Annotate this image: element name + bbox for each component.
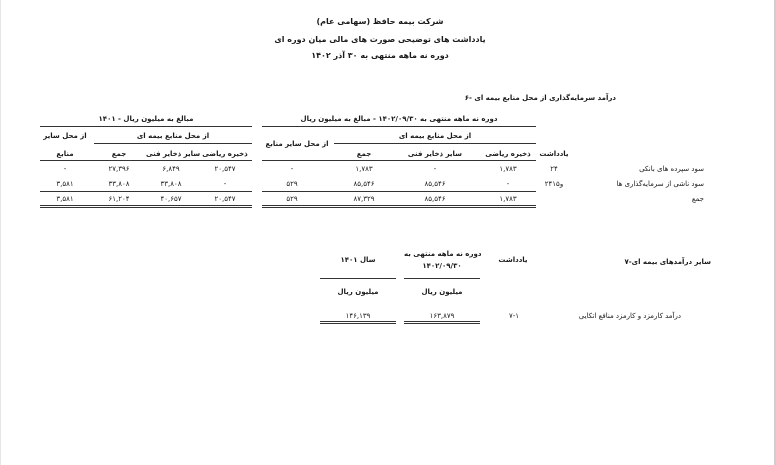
note7-current-unit: میلیون ریال xyxy=(421,288,463,296)
note6-total-label: جمع xyxy=(691,195,704,203)
note6-row2-label: سود ناشی از سرمایه‌گذاری ها xyxy=(616,180,704,188)
note6-note-header: یادداشت xyxy=(539,150,569,158)
table-cell: ۱,۷۸۳ xyxy=(355,165,373,173)
note6-current-insurance-group: از محل منابع بیمه ای xyxy=(398,132,472,140)
note7-current-header-1: دوره نه ماهه منتهی به xyxy=(404,250,482,258)
note7-prior-total-double-rule xyxy=(320,321,396,324)
note6-prior-subtotal-rule xyxy=(40,191,252,192)
document-period: دوره نه ماهه منتهی به ۳۰ آذر ۱۴۰۲ xyxy=(311,51,449,60)
note7-current-header-2: ۱۴۰۲/۰۹/۳۰ xyxy=(422,262,462,270)
note7-note-header: یادداشت xyxy=(498,256,528,264)
note7-current-total-double-rule xyxy=(404,321,480,324)
table-cell: ۳۳,۸۰۸ xyxy=(108,180,130,188)
note6-prior-header-rule xyxy=(40,126,252,127)
note6-prior-total-double-rule xyxy=(40,205,252,208)
document-title: یادداشت های توضیحی صورت های مالی میان دوره ای xyxy=(274,35,486,44)
table-cell: ۳,۵۸۱ xyxy=(56,180,74,188)
note6-current-header-rule xyxy=(262,126,536,127)
table-cell: - xyxy=(433,165,437,173)
table-cell: - xyxy=(290,165,294,173)
table-cell: ۱,۷۸۳ xyxy=(499,195,517,203)
table-cell: ۱۶۳,۸۷۹ xyxy=(429,312,455,320)
note6-prior-total-header: جمع xyxy=(111,150,127,158)
note6-current-othertech-header: سایر ذخایر فنی xyxy=(407,150,463,158)
page-left-edge xyxy=(0,0,1,465)
note6-prior-reserve-header: ذخیره ریاضی xyxy=(202,150,248,158)
note6-row1-label: سود سپرده های بانکی xyxy=(639,165,704,173)
table-cell: ۲۰,۵۴۷ xyxy=(214,165,236,173)
note6-current-subtotal-rule xyxy=(262,191,536,192)
note6-current-other-sources: از محل سایر منابع xyxy=(265,140,329,148)
table-cell: ۸۵,۵۴۶ xyxy=(424,180,446,188)
table-cell: - xyxy=(63,165,67,173)
note6-prior-period-header: ۱۴۰۱ - مبالغ به میلیون ریال xyxy=(98,115,194,123)
note6-prior-other-sources-1: از محل سایر xyxy=(43,132,87,140)
table-cell: ۲۰,۵۴۷ xyxy=(214,195,236,203)
table-cell: ۶۱,۲۰۴ xyxy=(108,195,130,203)
table-cell: ۳۳,۸۰۸ xyxy=(160,180,182,188)
note6-prior-group-rule xyxy=(94,143,252,144)
note6-prior-insurance-group: از محل منابع بیمه ای xyxy=(136,132,210,140)
note7-title: ۷-سایر درآمدهای بیمه ای xyxy=(624,258,711,266)
table-cell: ۸۵,۵۴۶ xyxy=(353,180,375,188)
note7-prior-header: سال ۱۴۰۱ xyxy=(340,256,376,264)
table-cell: ۴۰,۶۵۷ xyxy=(160,195,182,203)
note6-current-reserve-header: ذخیره ریاضی xyxy=(485,150,531,158)
table-cell: ۳,۵۸۱ xyxy=(56,195,74,203)
table-cell: ۱,۷۸۳ xyxy=(499,165,517,173)
table-cell: ۲۷,۳۹۶ xyxy=(108,165,130,173)
table-cell: ۵۲۹ xyxy=(286,180,298,188)
note6-row2-note: ۲۴و۱۵ xyxy=(544,180,564,188)
note6-current-total-header: جمع xyxy=(356,150,372,158)
table-cell: ۸۷,۳۲۹ xyxy=(353,195,375,203)
table-cell: ۱۴۶,۱۳۹ xyxy=(345,312,371,320)
note6-prior-othertech-header: سایر ذخایر فنی xyxy=(146,150,201,158)
note7-prior-unit: میلیون ریال xyxy=(337,288,379,296)
note6-prior-other-sources-2: منابع xyxy=(56,150,74,158)
note6-current-total-double-rule xyxy=(262,205,536,208)
note7-row-note: ۷-۱ xyxy=(508,312,520,320)
company-name: شرکت بیمه حافظ (سهامی عام) xyxy=(316,17,444,26)
table-cell: ۸۵,۵۴۶ xyxy=(424,195,446,203)
note6-current-period-header: دوره نه ماهه منتهی به ۱۴۰۲/۰۹/۳۰ - مبالغ به میلیون ریال xyxy=(300,115,498,123)
table-cell: - xyxy=(223,180,227,188)
note7-prior-header-rule xyxy=(320,278,396,279)
table-cell: ۵۲۹ xyxy=(286,195,298,203)
note7-current-header-rule xyxy=(404,278,480,279)
note6-row1-note: ۲۴ xyxy=(550,165,558,173)
note6-current-group-rule xyxy=(334,143,536,144)
table-cell: - xyxy=(506,180,510,188)
note6-title: ۶- درآمد سرمایه‌گذاری از محل منابع بیمه ای xyxy=(464,94,616,102)
table-cell: ۶,۸۴۹ xyxy=(162,165,180,173)
note6-prior-column-rule xyxy=(40,160,252,161)
note6-current-column-rule xyxy=(262,160,536,161)
note7-row-label: درآمد کارمزد و کارمزد منافع اتکایی xyxy=(578,312,681,320)
